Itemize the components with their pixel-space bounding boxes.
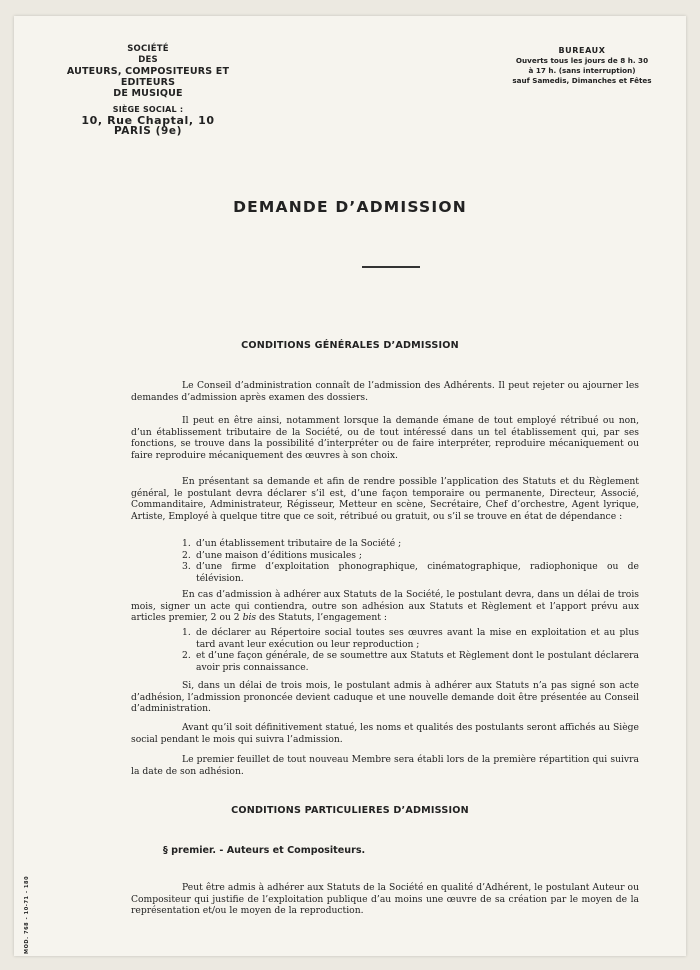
society-name: AUTEURS, COMPOSITEURS ET EDITEURS	[66, 66, 230, 88]
list-item: 2. et d’une façon générale, de se soumettre aux Statuts et Règlement dont le postulant déclarera avoir pris connaissance.	[182, 650, 639, 673]
section-heading-general: CONDITIONS GÉNÉRALES D’ADMISSION	[241, 340, 459, 351]
document-title: DEMANDE D’ADMISSION	[233, 198, 467, 216]
office-hours-label: BUREAUX	[558, 46, 606, 55]
paragraph: Il peut en être ainsi, notamment lorsque la demande émane de tout employé rétribué ou non, d’un établissement tributaire de la Société, ou de tout intéressé dans un tel établissement qui, par ses fonctions, se trouve dans la possibilité d’interpréter ou de faire interpréter, reproduire mécaniquement ou faire reproduire mécaniquement des œuvres à son choix.	[131, 415, 639, 461]
commitment-list	[182, 627, 639, 673]
paragraph: Si, dans un délai de trois mois, le postulant admis à adhérer aux Statuts n’a pas signé son acte d’adhésion, l’admission prononcée devient caduque et une nouvelle demande doit être présentée au Conseil d’administration.	[131, 680, 639, 715]
section-heading-particular: CONDITIONS PARTICULIERES D’ADMISSION	[231, 805, 469, 816]
office-hours	[502, 46, 662, 86]
title-divider	[362, 266, 420, 268]
office-hours-line: sauf Samedis, Dimanches et Fêtes	[512, 76, 652, 85]
list-item: 1. d’un établissement tributaire de la Société ;	[182, 538, 402, 549]
document-page	[14, 16, 686, 956]
office-hours-line: Ouverts tous les jours de 8 h. 30	[515, 56, 649, 65]
office-hours-line: à 17 h. (sans interruption)	[528, 66, 636, 75]
paragraph: En cas d’admission à adhérer aux Statuts de la Société, le postulant devra, dans un délai de trois mois, signer un acte qui contiendra, outre son adhésion aux Statuts et Règlement et l’apport prévu aux articles premier, 2 ou 2 bis des Statuts, l’engagement :	[131, 589, 639, 624]
head-office-city: PARIS (9e)	[113, 125, 183, 137]
list-item: 1. de déclarer au Répertoire social toutes ses œuvres avant la mise en exploitation et au plus tard avant leur exécution ou leur reproduction ;	[182, 627, 639, 650]
head-office-street: 10, Rue Chaptal, 10	[81, 114, 215, 127]
bis-italic: bis	[242, 612, 257, 624]
form-code: MOD. 768 - 10-71 - 180	[24, 875, 30, 954]
list-item: 2. d’une maison d’éditions musicales ;	[182, 549, 362, 561]
list-item: 3. d’une firme d’exploitation phonographique, cinématographique, radiophonique ou de télévision.	[182, 561, 639, 584]
letterhead-line: SOCIÉTÉ	[127, 44, 169, 54]
paragraph: Le premier feuillet de tout nouveau Membre sera établi lors de la première répartition qui suivra la date de son adhésion.	[131, 754, 639, 777]
society-letterhead	[48, 44, 248, 137]
head-office-label: SIÈGE SOCIAL :	[112, 105, 184, 114]
paragraph: Peut être admis à adhérer aux Statuts de la Société en qualité d’Adhérent, le postulant Auteur ou Compositeur qui justifie de l’exploitation publique d’au moins une œuvre de sa création par le moyen de la représentation et/ou le moyen de la reproduction.	[131, 882, 639, 917]
letterhead-line: DES	[138, 55, 158, 65]
paragraph: Le Conseil d’administration connaît de l’admission des Adhérents. Il peut rejeter ou ajourner les demandes d’admission après examen des dossiers.	[131, 380, 639, 403]
paragraph: En présentant sa demande et afin de rendre possible l’application des Statuts et du Règlement général, le postulant devra déclarer s’il est, d’une façon temporaire ou permanente, Directeur, Associé, Commanditaire, Administrateur, Régisseur, Metteur en scène, Secrétaire, Chef d’orchestre, Agent lyrique, Artiste, Employé à quelque titre que ce soit, rétribué ou gratuit, ou s’il se trouve en état de dépendance :	[131, 476, 639, 522]
paragraph: Avant qu’il soit définitivement statué, les noms et qualités des postulants seront affichés au Siège social pendant le mois qui suivra l’admission.	[131, 722, 639, 745]
dependency-list	[182, 538, 639, 584]
society-name-suffix: DE MUSIQUE	[113, 88, 183, 99]
subsection-heading: § premier. - Auteurs et Compositeurs.	[163, 845, 366, 856]
